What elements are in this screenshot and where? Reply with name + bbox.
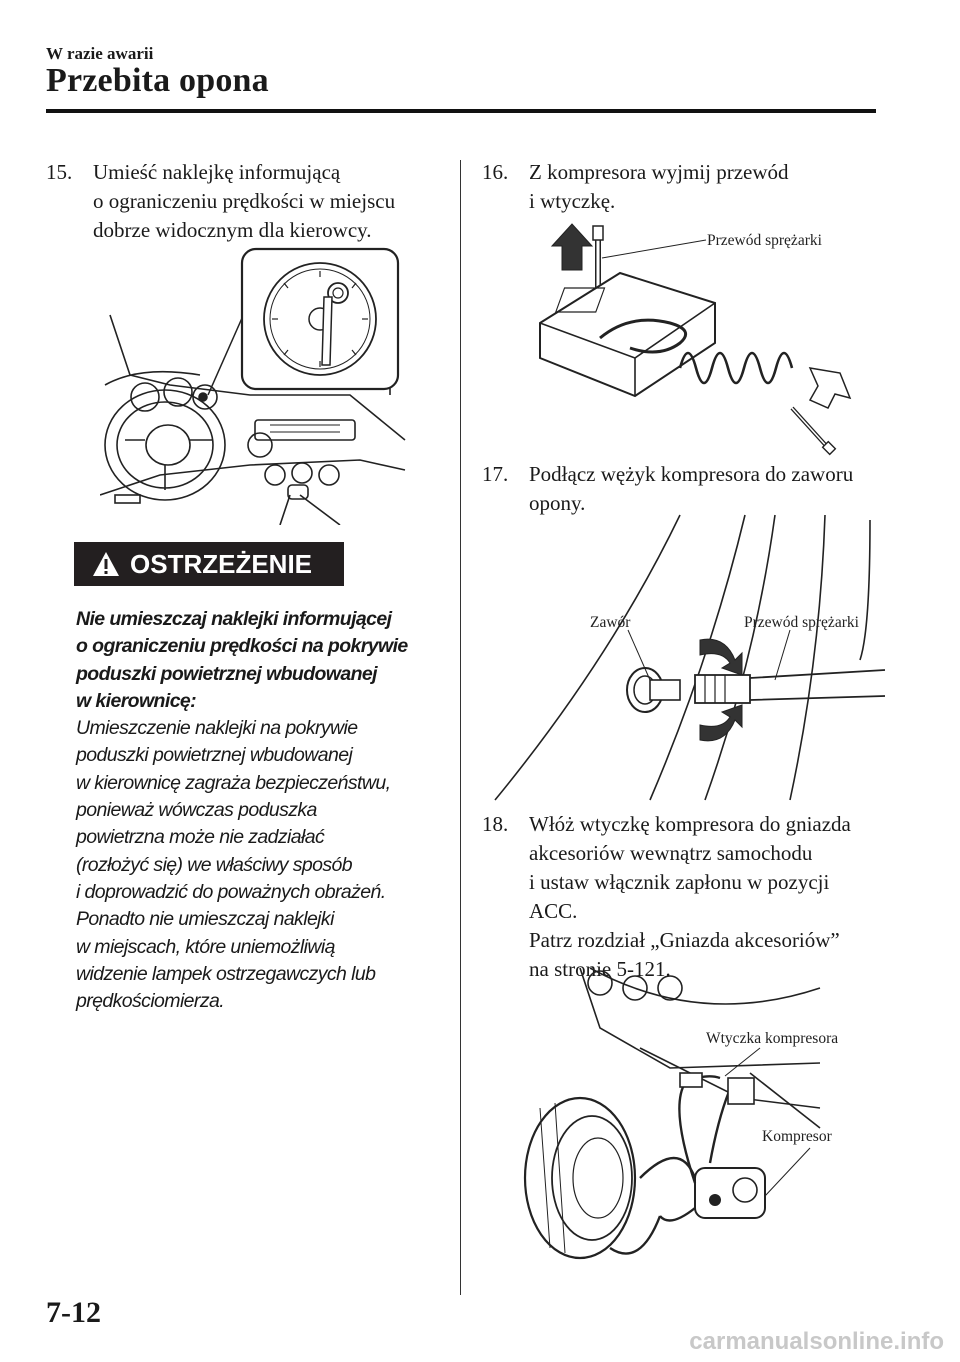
label-valve: Zawór [590, 614, 631, 631]
step-line: i wtyczkę. [529, 189, 616, 213]
step-line: na stronie 5-121. [529, 957, 671, 981]
warning-heading [74, 542, 344, 586]
dashboard-illustration [100, 245, 410, 525]
warning-line: w kierownicę zagraża bezpieczeństwu, [76, 771, 391, 794]
step-line: o ograniczeniu prędkości w miejscu [93, 189, 396, 213]
label-compressor-hose-2: Przewód sprężarki [744, 614, 859, 631]
step-line: ACC. [529, 899, 578, 923]
page-title: Przebita opona [46, 62, 269, 99]
warning-line: Ponadto nie umieszczaj naklejki [76, 908, 334, 931]
page-number: 7-12 [46, 1296, 101, 1329]
watermark: carmanualsonline.info [689, 1328, 944, 1355]
step-line: Z kompresora wyjmij przewód [529, 160, 789, 184]
warning-bold-line: poduszki powietrznej wbudowanej [76, 662, 377, 685]
warning-line: ponieważ wówczas poduszka [76, 799, 317, 822]
warning-line: (rozłożyć się) we właściwy sposób [76, 853, 353, 876]
step-line: i ustaw włącznik zapłonu w pozycji [529, 870, 830, 894]
step-number: 18. [482, 812, 509, 836]
step-15 [46, 158, 446, 245]
step-line: Patrz rozdział „Gniazda akcesoriów” [529, 928, 840, 952]
step-number: 15. [46, 160, 73, 184]
header-rule [46, 109, 876, 113]
label-compressor-plug: Wtyczka kompresora [706, 1030, 839, 1047]
label-compressor-hose: Przewód sprężarki [707, 232, 822, 249]
step-line: Umieść naklejkę informującą [93, 160, 341, 184]
step-number: 17. [482, 462, 509, 486]
warning-bold-line: Nie umieszczaj naklejki informującej [76, 608, 392, 630]
column-divider [460, 160, 461, 1295]
plug-illustration [520, 968, 860, 1268]
warning-icon [92, 551, 120, 577]
warning-body [76, 606, 448, 1015]
step-line: Podłącz wężyk kompresora do zaworu [529, 462, 854, 486]
warning-line: w miejscach, które uniemożliwią [76, 935, 335, 958]
label-compressor: Kompresor [762, 1128, 832, 1145]
warning-heading-text: OSTRZEŻENIE [130, 548, 313, 579]
warning-line: poduszki powietrznej wbudowanej [76, 744, 353, 767]
warning-line: Umieszczenie naklejki na pokrywie [76, 717, 358, 740]
warning-bold-line: w kierownicę: [76, 689, 197, 712]
section-name: W razie awarii [46, 44, 154, 63]
step-number: 16. [482, 160, 509, 184]
warning-line: prędkościomierza. [76, 990, 225, 1013]
warning-line: powietrzna może nie zadziałać [76, 826, 325, 849]
warning-line: i doprowadzić do poważnych obrażeń. [76, 880, 386, 903]
step-line: opony. [529, 491, 586, 515]
valve-illustration [490, 510, 890, 810]
step-16 [482, 158, 882, 216]
step-line: Włóż wtyczkę kompresora do gniazda [529, 812, 851, 836]
warning-line: widzenie lampek ostrzegawczych lub [76, 962, 376, 985]
step-line: akcesoriów wewnątrz samochodu [529, 841, 813, 865]
warning-bold-line: o ograniczeniu prędkości na pokrywie [76, 635, 408, 658]
step-18 [482, 810, 892, 984]
compressor-illustration [530, 218, 870, 458]
step-line: dobrze widocznym dla kierowcy. [93, 218, 372, 242]
